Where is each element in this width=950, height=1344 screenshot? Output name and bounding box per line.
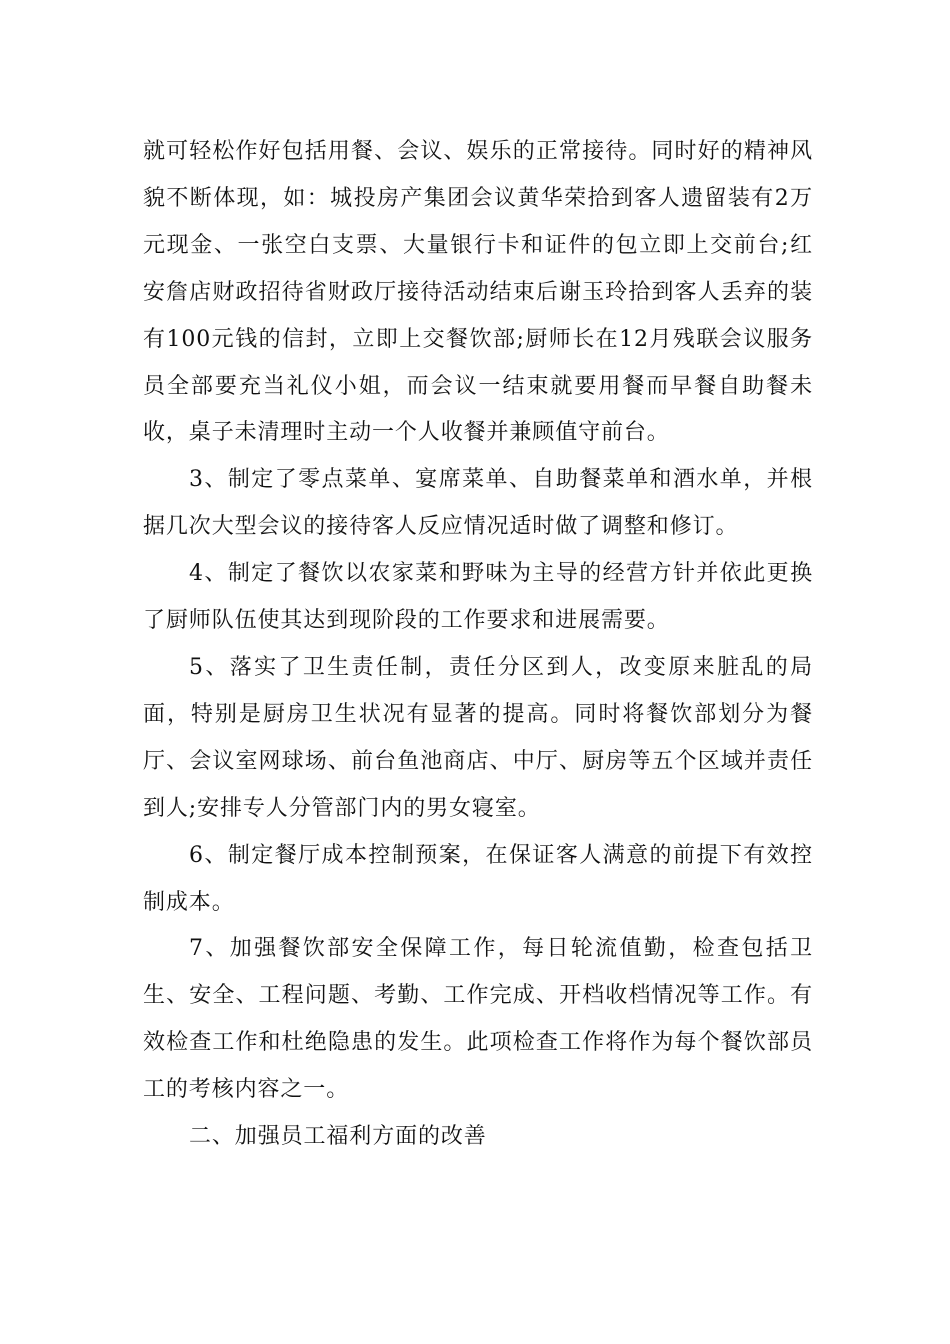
section-heading: 二、加强员工福利方面的改善 xyxy=(189,1124,487,1150)
paragraph-item-3: 3、制定了零点菜单、宴席菜单、自助餐菜单和酒水单，并根据几次大型会议的接待客人反应情况适时做了调整和修订。 xyxy=(143,467,813,540)
paragraph-item-4: 4、制定了餐饮以农家菜和野味为主导的经营方针并依此更换了厨师队伍使其达到现阶段的工作要求和进展需要。 xyxy=(143,561,813,634)
paragraph-item-6: 6、制定餐厅成本控制预案，在保证客人满意的前提下有效控制成本。 xyxy=(143,842,813,915)
paragraph-item-7: 7、加强餐饮部安全保障工作，每日轮流值勤，检查包括卫生、安全、工程问题、考勤、工作完成、开档收档情况等工作。有效检查工作和杜绝隐患的发生。此项检查工作将作为每个餐饮部员工的考核内容之一。 xyxy=(143,936,813,1103)
paragraph-continuation: 就可轻松作好包括用餐、会议、娱乐的正常接待。同时好的精神风貌不断体现，如：城投房产集团会议黄华荣拾到客人遗留装有2万元现金、一张空白支票、大量银行卡和证件的包立即上交前台;红安詹店财政招待省财政厅接待活动结束后谢玉玲拾到客人丢弃的装有100元钱的信封，立即上交餐饮部;厨师长在12月残联会议服务员全部要充当礼仪小姐，而会议一结束就要用餐而早餐自助餐未收，桌子未清理时主动一个人收餐并兼顾值守前台。 xyxy=(143,139,813,446)
document-body xyxy=(143,129,813,1161)
paragraph-item-5: 5、落实了卫生责任制，责任分区到人，改变原来脏乱的局面，特别是厨房卫生状况有显著的提高。同时将餐饮部划分为餐厅、会议室网球场、前台鱼池商店、中厅、厨房等五个区域并责任到人;安排专人分管部门内的男女寝室。 xyxy=(143,654,813,821)
